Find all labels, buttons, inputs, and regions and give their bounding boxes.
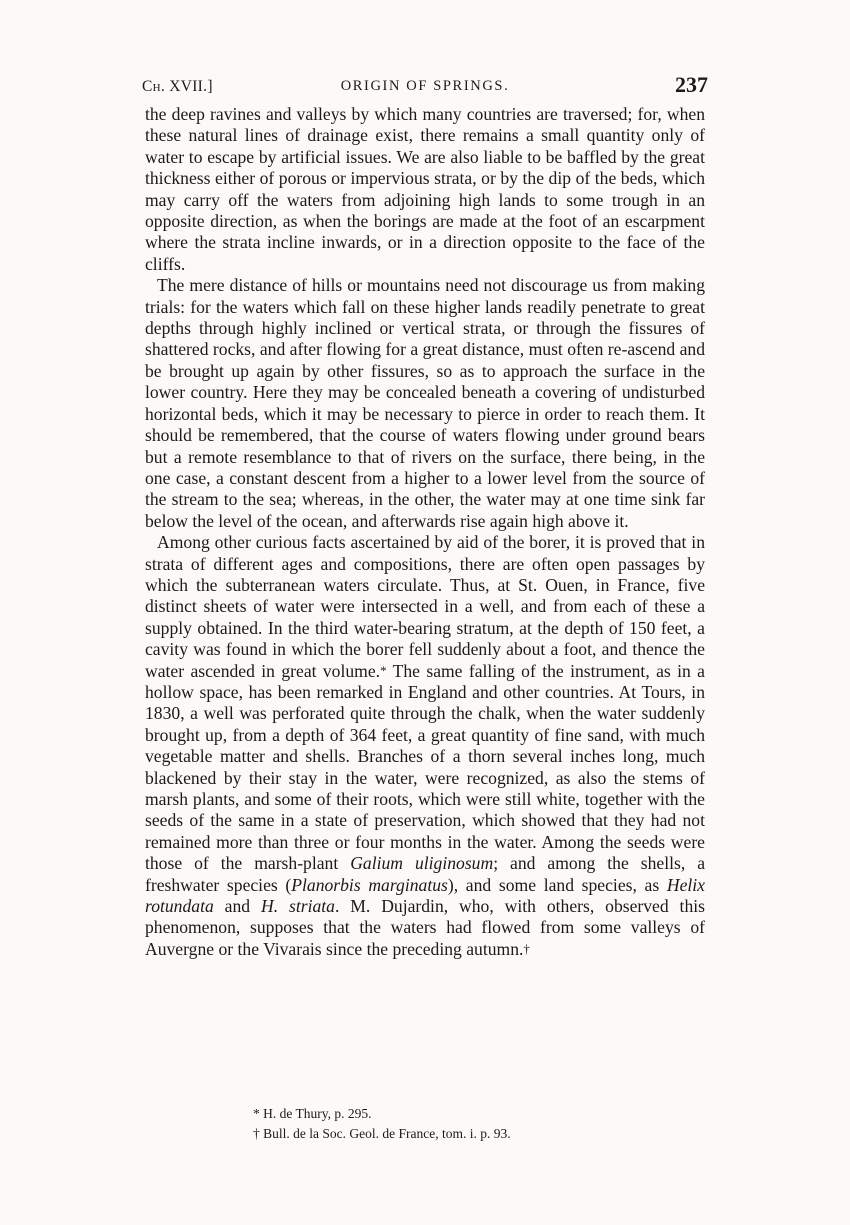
page-title: ORIGIN OF SPRINGS. <box>340 78 510 94</box>
paragraph-1: the deep ravines and valleys by which many countries are traversed; for, when these natural lines of drainage exist, there remains a small quantity only of water to escape by artificial issues. We are also liable to be baffled by the great thickness either of porous or impervious strata, or by the dip of the beds, which may carry off the waters from adjoining high lands to some trough in an opposite direction, as when the borings are made at the foot of an escarpment where the strata incline inwards, or in a direction opposite to the face of the cliffs. <box>145 104 705 274</box>
species-name: Galium uliginosum <box>350 853 494 874</box>
species-name: Planorbis marginatus <box>291 874 448 895</box>
footnote-mark-2: † <box>523 940 530 956</box>
running-head <box>142 72 708 98</box>
body-text <box>145 104 705 960</box>
page-number: 237 <box>675 72 708 97</box>
species-name: Helix rotundata <box>145 874 705 917</box>
chapter-reference: Ch. XVII.] <box>142 78 213 95</box>
paragraph-3-text-d: ), and some land species, as <box>447 874 667 895</box>
footnotes <box>253 1104 673 1144</box>
footnote-mark-1: * <box>380 662 387 678</box>
footnote-1: * H. de Thury, p. 295. <box>253 1106 372 1121</box>
species-name: H. striata <box>260 896 335 917</box>
footnote-2: † Bull. de la Soc. Geol. de France, tom. i. p. 93. <box>253 1126 511 1141</box>
paragraph-3 <box>145 532 705 960</box>
paragraph-3-text-f: . M. Dujardin, who, with others, observed this phenomenon, supposes that the waters had flowed from some valleys of Auvergne or the Vivarais since the preceding autumn. <box>145 896 705 959</box>
paragraph-3-text-e: and <box>213 896 261 917</box>
paragraph-3-text-b: The same falling of the instrument, as in a hollow space, has been remarked in England and other countries. At Tours, in 1830, a well was perforated quite through the chalk, when the water suddenly brought up, from a depth of 364 feet, a great quantity of fine sand, with much vegetable matter and shells. Branches of a thorn several inches long, much blackened by their stay in the water, were recognized, as also the stems of marsh plants, and some of their roots, which were still white, together with the seeds of the same in a state of preservation, which showed that they had not remained more than three or four months in the water. Among the seeds were those of the marsh-plant <box>145 660 705 874</box>
paragraph-3-text-c: ; and among the shells, a freshwater species ( <box>145 853 705 895</box>
paragraph-2: The mere distance of hills or mountains need not discourage us from making trials: for the waters which fall on these higher lands readily penetrate to great depths through highly inclined or vertical strata, or through the fissures of shattered rocks, and after flowing for a great distance, must often re-ascend and be brought up again by other fissures, so as to approach the surface in the lower country. Here they may be concealed beneath a covering of undisturbed horizontal beds, which it may be necessary to pierce in order to reach them. It should be remembered, that the course of waters flowing under ground bears but a remote resemblance to that of rivers on the surface, there being, in the one case, a constant descent from a higher to a lower level from the source of the stream to the sea; whereas, in the other, the water may at one time sink far below the level of the ocean, and afterwards rise again high above it. <box>145 275 705 531</box>
paragraph-3-text-a: Among other curious facts ascertained by aid of the borer, it is proved that in strata of different ages and compositions, there are often open passages by which the subterranean waters circulate. Thus, at St. Ouen, in France, five distinct sheets of water were intersected in a well, and from each of these a supply obtained. In the third water-bearing stratum, at the depth of 150 feet, a cavity was found in which the borer fell suddenly about a foot, and thence the water ascended in great volume. <box>145 532 705 681</box>
